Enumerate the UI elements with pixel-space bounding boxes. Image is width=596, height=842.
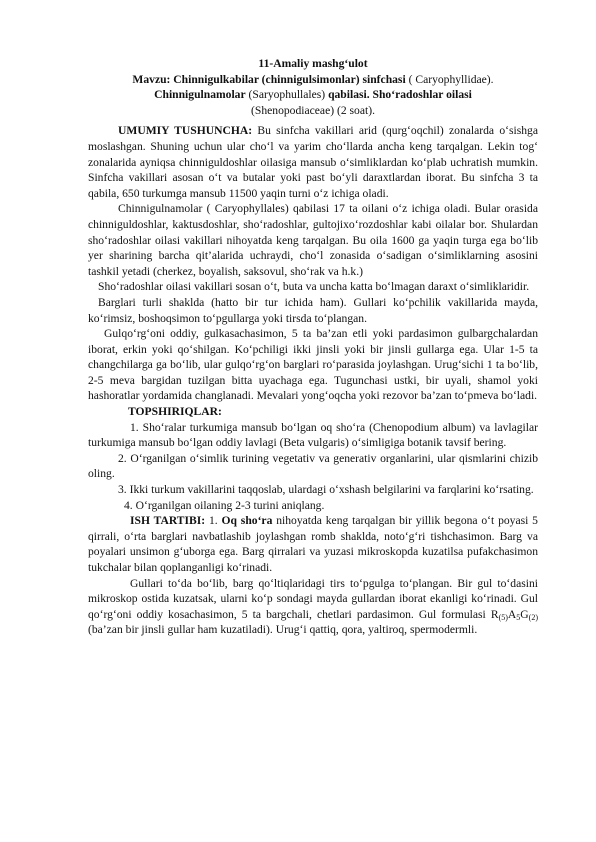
- order-line: [88, 87, 538, 103]
- flower-formula: $R_{(5)}A_5G_{(2)}$: [490, 607, 538, 622]
- topic-latin: ( Caryophyllidae).: [405, 72, 494, 86]
- task-3: 3. Ikki turkum vakillarini taqqoslab, ulardagi o‘xshash belgilarini va farqlarini ko‘rsating.: [118, 483, 534, 497]
- family-latin-line: (Shenopodiaceae) (2 soat).: [251, 103, 375, 117]
- procedure-text-1: nihoyatda keng tarqalgan bir yillik begona o‘t poyasi 5 qirrali, o‘rta barglari navbatlashib joylashgan romb shaklda, noto‘g‘ri tishchasimon. Barg va poyalari unsimon g‘uborga ega. Barg qirralari va yuzasi mikroskopda kuzatilsa pufakchasimon tukchalar bilan qoplanganligi ko‘rinadi.: [88, 514, 538, 574]
- tasks-heading: TOPSHIRIQLAR:: [128, 405, 222, 419]
- task-1: 1. Sho‘ralar turkumiga mansub bo‘lgan oq sho‘ra (Chenopodium album) va lavlagilar turkumiga mansub bo‘lgan oddiy lavlagi (Beta vulgaris) o‘simligiga botanik tavsif bering.: [88, 420, 538, 450]
- topic-line: [88, 72, 538, 88]
- general-paragraph-5: Gulqo‘rg‘oni oddiy, gulkasachasimon, 5 ta ba’zan etli yoki pardasimon gulbargchalardan iborat, erkin yoki qo‘shilgan. Ko‘pchiligi ikki jinsli yoki bir jinsli gullarga ega. Ular 1-5 ta changchilarga ga bo‘lib, ular gulqo‘rg‘on barglari ro‘parasida joylashgan. Urug‘sichi 1 ta bo‘lib, 2-5 meva bargidan tuzilgan bitta uyachaga ega. Tugunchasi ustki, bir uyali, shamol yoki hashoratlar yordamida changlanadi. Mevalari yong‘oqcha yoki rezovor ba’zan to‘pmeva bo‘ladi.: [88, 327, 538, 403]
- order-name: Chinnigulnamolar: [154, 88, 246, 102]
- procedure-species: Oq sho‘ra: [221, 514, 273, 528]
- lesson-title: 11-Amaliy mashg‘ulot: [258, 57, 368, 70]
- procedure-step-number: 1.: [205, 514, 222, 528]
- topic-label: Mavzu: Chinnigulkabilar (chinnigulsimonlar) sinfchasi: [132, 72, 406, 86]
- order-latin: (Saryophullales): [245, 88, 329, 102]
- family-name: qabilasi. Sho‘radoshlar oilasi: [328, 88, 472, 102]
- general-paragraph-4: Barglari turli shaklda (hatto bir tur ichida ham). Gullari ko‘pchilik vakillarida mayda, ko‘rimsiz, boshoqsimon to‘pgullarga yoki tirsda to‘plangan.: [88, 295, 538, 325]
- general-heading: UMUMIY TUSHUNCHA:: [118, 124, 253, 138]
- general-paragraph-3: Sho‘radoshlar oilasi vakillari sosan o‘t, buta va uncha katta bo‘lmagan daraxt o‘simliklaridir.: [98, 280, 530, 294]
- procedure-text-3: (ba’zan bir jinsli gullar ham kuzatiladi). Urug‘i qattiq, qora, yaltiroq, spermodermli.: [88, 623, 478, 637]
- general-paragraph-1: [88, 123, 538, 201]
- procedure-heading: ISH TARTIBI:: [130, 514, 206, 528]
- task-2: 2. O‘rganilgan o‘simlik turining vegetativ va generativ organlarini, ular qismlarini chizib oling.: [88, 451, 538, 481]
- procedure-text-2: Gullari to‘da bo‘lib, barg qo‘ltiqlaridagi tirs to‘pgulga to‘plangan. Bir gul to‘dasini mikroskop ostida kuzatsak, ularni ko‘p sondagi mayda gullardan iborat ekanligi ko‘rinadi. Gul qo‘rg‘oni oddiy kosachasimon, 5 ta bargchali, chetlari pardasimon. Gul formulasi: [88, 576, 538, 621]
- general-paragraph-2: Chinnigulnamolar ( Caryophyllales) qabilasi 17 ta oilani o‘z ichiga oladi. Bular orasida chinniguldoshlar, kaktusdoshlar, sho‘radoshlar, gultojixo‘rozdoshlar kabi oilalar bor. Shulardan sho‘radoshlar oilasi vakillari nihoyatda keng tarqalgan. Bu oila 1600 ga yaqin turga ega bo‘lib yer sharining barcha qit’alarida uchraydi, cho‘l zonasida o‘sadigan o‘simliklarning asosini tashkil yetadi (cherkez, boyalish, saksovul, sho‘rak va h.k.): [88, 202, 538, 278]
- document-page: [88, 56, 538, 638]
- general-text-1: Bu sinfcha vakillari arid (qurg‘oqchil) zonalarda o‘sishga moslashgan. Shuning uchun ular cho‘l va yarim cho‘llarda ancha keng tarqalgan. Lekin tog‘ zonalarida ayniqsa chinniguldoshlar oilasiga mansub o‘simliklardan ko‘plab uchratish mumkin. Sinfcha vakillari asosan o‘t va butalar yoki past bo‘yli daraxtlardan iborat. Bu sinfcha 3 ta qabila, 650 turkumga mansub 11500 yaqin turni o‘z ichiga oladi.: [88, 124, 538, 200]
- procedure-paragraph-1: [88, 513, 538, 575]
- task-4: 4. O‘rganilgan oilaning 2-3 turini aniqlang.: [124, 498, 325, 512]
- procedure-paragraph-2: [88, 576, 538, 638]
